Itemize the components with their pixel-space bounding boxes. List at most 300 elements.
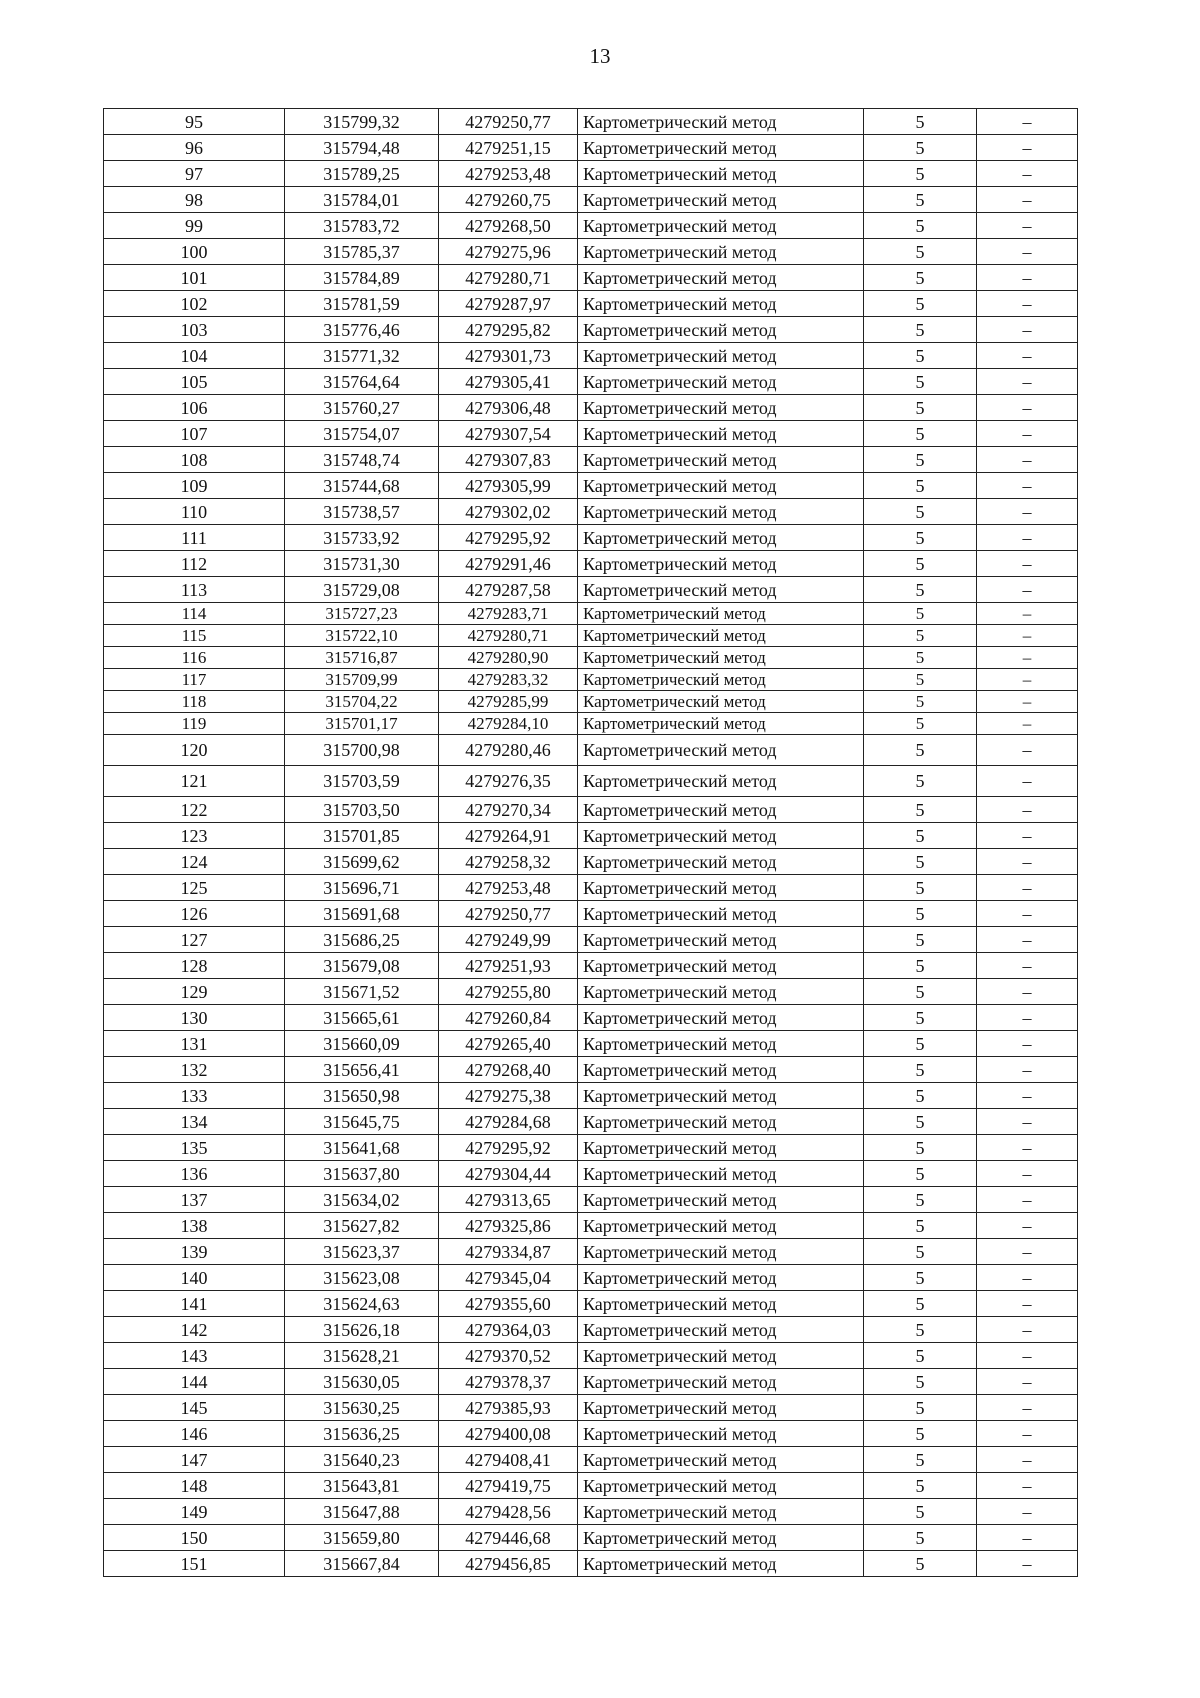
accuracy-cell: 5 bbox=[864, 109, 977, 135]
note-cell: – bbox=[977, 901, 1078, 927]
point-number-cell: 98 bbox=[104, 187, 285, 213]
x-coordinate-cell: 315660,09 bbox=[285, 1031, 439, 1057]
x-coordinate-cell: 315776,46 bbox=[285, 317, 439, 343]
y-coordinate-cell: 4279258,32 bbox=[439, 849, 578, 875]
y-coordinate-cell: 4279287,58 bbox=[439, 577, 578, 603]
y-coordinate-cell: 4279305,41 bbox=[439, 369, 578, 395]
point-number-cell: 134 bbox=[104, 1109, 285, 1135]
point-number-cell: 148 bbox=[104, 1473, 285, 1499]
table-row bbox=[104, 1525, 1078, 1551]
note-cell: – bbox=[977, 1447, 1078, 1473]
x-coordinate-cell: 315659,80 bbox=[285, 1525, 439, 1551]
x-coordinate-cell: 315784,01 bbox=[285, 187, 439, 213]
table-row bbox=[104, 875, 1078, 901]
y-coordinate-cell: 4279253,48 bbox=[439, 161, 578, 187]
method-cell: Картометрический метод bbox=[578, 1083, 864, 1109]
note-cell: – bbox=[977, 187, 1078, 213]
x-coordinate-cell: 315627,82 bbox=[285, 1213, 439, 1239]
y-coordinate-cell: 4279284,10 bbox=[439, 713, 578, 735]
table-row bbox=[104, 499, 1078, 525]
point-number-cell: 116 bbox=[104, 647, 285, 669]
accuracy-cell: 5 bbox=[864, 1291, 977, 1317]
table-row bbox=[104, 369, 1078, 395]
x-coordinate-cell: 315665,61 bbox=[285, 1005, 439, 1031]
point-number-cell: 121 bbox=[104, 766, 285, 797]
x-coordinate-cell: 315733,92 bbox=[285, 525, 439, 551]
table-row bbox=[104, 797, 1078, 823]
y-coordinate-cell: 4279313,65 bbox=[439, 1187, 578, 1213]
point-number-cell: 105 bbox=[104, 369, 285, 395]
y-coordinate-cell: 4279364,03 bbox=[439, 1317, 578, 1343]
y-coordinate-cell: 4279280,71 bbox=[439, 625, 578, 647]
note-cell: – bbox=[977, 1005, 1078, 1031]
method-cell: Картометрический метод bbox=[578, 1499, 864, 1525]
point-number-cell: 117 bbox=[104, 669, 285, 691]
note-cell: – bbox=[977, 265, 1078, 291]
y-coordinate-cell: 4279270,34 bbox=[439, 797, 578, 823]
table-row bbox=[104, 343, 1078, 369]
point-number-cell: 137 bbox=[104, 1187, 285, 1213]
note-cell: – bbox=[977, 1499, 1078, 1525]
point-number-cell: 103 bbox=[104, 317, 285, 343]
table-row bbox=[104, 265, 1078, 291]
y-coordinate-cell: 4279265,40 bbox=[439, 1031, 578, 1057]
table-row bbox=[104, 669, 1078, 691]
point-number-cell: 115 bbox=[104, 625, 285, 647]
accuracy-cell: 5 bbox=[864, 343, 977, 369]
table-row bbox=[104, 1499, 1078, 1525]
accuracy-cell: 5 bbox=[864, 525, 977, 551]
x-coordinate-cell: 315623,08 bbox=[285, 1265, 439, 1291]
point-number-cell: 144 bbox=[104, 1369, 285, 1395]
y-coordinate-cell: 4279400,08 bbox=[439, 1421, 578, 1447]
table-row bbox=[104, 1421, 1078, 1447]
y-coordinate-cell: 4279408,41 bbox=[439, 1447, 578, 1473]
x-coordinate-cell: 315729,08 bbox=[285, 577, 439, 603]
method-cell: Картометрический метод bbox=[578, 849, 864, 875]
point-number-cell: 143 bbox=[104, 1343, 285, 1369]
point-number-cell: 132 bbox=[104, 1057, 285, 1083]
accuracy-cell: 5 bbox=[864, 875, 977, 901]
table-row bbox=[104, 1265, 1078, 1291]
x-coordinate-cell: 315691,68 bbox=[285, 901, 439, 927]
note-cell: – bbox=[977, 1161, 1078, 1187]
table-row bbox=[104, 1187, 1078, 1213]
note-cell: – bbox=[977, 669, 1078, 691]
point-number-cell: 146 bbox=[104, 1421, 285, 1447]
table-row bbox=[104, 901, 1078, 927]
method-cell: Картометрический метод bbox=[578, 1473, 864, 1499]
y-coordinate-cell: 4279456,85 bbox=[439, 1551, 578, 1577]
accuracy-cell: 5 bbox=[864, 1421, 977, 1447]
y-coordinate-cell: 4279280,46 bbox=[439, 735, 578, 766]
x-coordinate-cell: 315716,87 bbox=[285, 647, 439, 669]
point-number-cell: 150 bbox=[104, 1525, 285, 1551]
method-cell: Картометрический метод bbox=[578, 766, 864, 797]
y-coordinate-cell: 4279260,75 bbox=[439, 187, 578, 213]
note-cell: – bbox=[977, 797, 1078, 823]
y-coordinate-cell: 4279304,44 bbox=[439, 1161, 578, 1187]
note-cell: – bbox=[977, 1135, 1078, 1161]
y-coordinate-cell: 4279249,99 bbox=[439, 927, 578, 953]
method-cell: Картометрический метод bbox=[578, 953, 864, 979]
x-coordinate-cell: 315628,21 bbox=[285, 1343, 439, 1369]
point-number-cell: 97 bbox=[104, 161, 285, 187]
accuracy-cell: 5 bbox=[864, 473, 977, 499]
method-cell: Картометрический метод bbox=[578, 1187, 864, 1213]
x-coordinate-cell: 315703,59 bbox=[285, 766, 439, 797]
method-cell: Картометрический метод bbox=[578, 875, 864, 901]
note-cell: – bbox=[977, 691, 1078, 713]
table-row bbox=[104, 1213, 1078, 1239]
note-cell: – bbox=[977, 447, 1078, 473]
table-row bbox=[104, 766, 1078, 797]
note-cell: – bbox=[977, 1421, 1078, 1447]
x-coordinate-cell: 315696,71 bbox=[285, 875, 439, 901]
accuracy-cell: 5 bbox=[864, 161, 977, 187]
note-cell: – bbox=[977, 1239, 1078, 1265]
accuracy-cell: 5 bbox=[864, 713, 977, 735]
accuracy-cell: 5 bbox=[864, 1109, 977, 1135]
note-cell: – bbox=[977, 735, 1078, 766]
note-cell: – bbox=[977, 317, 1078, 343]
x-coordinate-cell: 315637,80 bbox=[285, 1161, 439, 1187]
y-coordinate-cell: 4279251,15 bbox=[439, 135, 578, 161]
y-coordinate-cell: 4279251,93 bbox=[439, 953, 578, 979]
accuracy-cell: 5 bbox=[864, 291, 977, 317]
accuracy-cell: 5 bbox=[864, 823, 977, 849]
table-row bbox=[104, 109, 1078, 135]
table-row bbox=[104, 1135, 1078, 1161]
method-cell: Картометрический метод bbox=[578, 1031, 864, 1057]
accuracy-cell: 5 bbox=[864, 577, 977, 603]
y-coordinate-cell: 4279305,99 bbox=[439, 473, 578, 499]
table-row bbox=[104, 1109, 1078, 1135]
point-number-cell: 142 bbox=[104, 1317, 285, 1343]
point-number-cell: 110 bbox=[104, 499, 285, 525]
method-cell: Картометрический метод bbox=[578, 265, 864, 291]
accuracy-cell: 5 bbox=[864, 499, 977, 525]
point-number-cell: 99 bbox=[104, 213, 285, 239]
point-number-cell: 109 bbox=[104, 473, 285, 499]
y-coordinate-cell: 4279250,77 bbox=[439, 901, 578, 927]
note-cell: – bbox=[977, 823, 1078, 849]
table-row bbox=[104, 213, 1078, 239]
method-cell: Картометрический метод bbox=[578, 317, 864, 343]
x-coordinate-cell: 315722,10 bbox=[285, 625, 439, 647]
method-cell: Картометрический метод bbox=[578, 577, 864, 603]
table-row bbox=[104, 395, 1078, 421]
x-coordinate-cell: 315643,81 bbox=[285, 1473, 439, 1499]
accuracy-cell: 5 bbox=[864, 1265, 977, 1291]
point-number-cell: 101 bbox=[104, 265, 285, 291]
table-row bbox=[104, 1317, 1078, 1343]
accuracy-cell: 5 bbox=[864, 1473, 977, 1499]
accuracy-cell: 5 bbox=[864, 735, 977, 766]
accuracy-cell: 5 bbox=[864, 927, 977, 953]
x-coordinate-cell: 315641,68 bbox=[285, 1135, 439, 1161]
method-cell: Картометрический метод bbox=[578, 447, 864, 473]
y-coordinate-cell: 4279291,46 bbox=[439, 551, 578, 577]
accuracy-cell: 5 bbox=[864, 1551, 977, 1577]
table-row bbox=[104, 187, 1078, 213]
point-number-cell: 104 bbox=[104, 343, 285, 369]
table-row bbox=[104, 317, 1078, 343]
method-cell: Картометрический метод bbox=[578, 691, 864, 713]
table-row bbox=[104, 1005, 1078, 1031]
method-cell: Картометрический метод bbox=[578, 797, 864, 823]
table-row bbox=[104, 979, 1078, 1005]
note-cell: – bbox=[977, 577, 1078, 603]
point-number-cell: 114 bbox=[104, 603, 285, 625]
method-cell: Картометрический метод bbox=[578, 823, 864, 849]
y-coordinate-cell: 4279334,87 bbox=[439, 1239, 578, 1265]
note-cell: – bbox=[977, 1109, 1078, 1135]
table-row bbox=[104, 447, 1078, 473]
y-coordinate-cell: 4279250,77 bbox=[439, 109, 578, 135]
method-cell: Картометрический метод bbox=[578, 1161, 864, 1187]
table-row bbox=[104, 551, 1078, 577]
y-coordinate-cell: 4279325,86 bbox=[439, 1213, 578, 1239]
method-cell: Картометрический метод bbox=[578, 1369, 864, 1395]
x-coordinate-cell: 315738,57 bbox=[285, 499, 439, 525]
point-number-cell: 112 bbox=[104, 551, 285, 577]
method-cell: Картометрический метод bbox=[578, 1213, 864, 1239]
accuracy-cell: 5 bbox=[864, 1525, 977, 1551]
method-cell: Картометрический метод bbox=[578, 1057, 864, 1083]
x-coordinate-cell: 315703,50 bbox=[285, 797, 439, 823]
y-coordinate-cell: 4279306,48 bbox=[439, 395, 578, 421]
x-coordinate-cell: 315630,05 bbox=[285, 1369, 439, 1395]
accuracy-cell: 5 bbox=[864, 1213, 977, 1239]
note-cell: – bbox=[977, 1473, 1078, 1499]
method-cell: Картометрический метод bbox=[578, 499, 864, 525]
table-row bbox=[104, 823, 1078, 849]
accuracy-cell: 5 bbox=[864, 797, 977, 823]
table-row bbox=[104, 473, 1078, 499]
note-cell: – bbox=[977, 421, 1078, 447]
note-cell: – bbox=[977, 1187, 1078, 1213]
y-coordinate-cell: 4279345,04 bbox=[439, 1265, 578, 1291]
note-cell: – bbox=[977, 1031, 1078, 1057]
point-number-cell: 147 bbox=[104, 1447, 285, 1473]
point-number-cell: 145 bbox=[104, 1395, 285, 1421]
point-number-cell: 102 bbox=[104, 291, 285, 317]
x-coordinate-cell: 315754,07 bbox=[285, 421, 439, 447]
accuracy-cell: 5 bbox=[864, 1005, 977, 1031]
point-number-cell: 96 bbox=[104, 135, 285, 161]
method-cell: Картометрический метод bbox=[578, 1265, 864, 1291]
x-coordinate-cell: 315760,27 bbox=[285, 395, 439, 421]
method-cell: Картометрический метод bbox=[578, 1343, 864, 1369]
x-coordinate-cell: 315764,64 bbox=[285, 369, 439, 395]
y-coordinate-cell: 4279275,96 bbox=[439, 239, 578, 265]
y-coordinate-cell: 4279280,90 bbox=[439, 647, 578, 669]
accuracy-cell: 5 bbox=[864, 135, 977, 161]
table-row bbox=[104, 1369, 1078, 1395]
method-cell: Картометрический метод bbox=[578, 473, 864, 499]
table-row bbox=[104, 953, 1078, 979]
point-number-cell: 127 bbox=[104, 927, 285, 953]
x-coordinate-cell: 315784,89 bbox=[285, 265, 439, 291]
table-row bbox=[104, 691, 1078, 713]
accuracy-cell: 5 bbox=[864, 395, 977, 421]
y-coordinate-cell: 4279295,92 bbox=[439, 1135, 578, 1161]
method-cell: Картометрический метод bbox=[578, 525, 864, 551]
method-cell: Картометрический метод bbox=[578, 625, 864, 647]
y-coordinate-cell: 4279419,75 bbox=[439, 1473, 578, 1499]
table-row bbox=[104, 161, 1078, 187]
note-cell: – bbox=[977, 1057, 1078, 1083]
note-cell: – bbox=[977, 525, 1078, 551]
method-cell: Картометрический метод bbox=[578, 213, 864, 239]
y-coordinate-cell: 4279275,38 bbox=[439, 1083, 578, 1109]
x-coordinate-cell: 315650,98 bbox=[285, 1083, 439, 1109]
accuracy-cell: 5 bbox=[864, 213, 977, 239]
y-coordinate-cell: 4279283,32 bbox=[439, 669, 578, 691]
note-cell: – bbox=[977, 1083, 1078, 1109]
accuracy-cell: 5 bbox=[864, 421, 977, 447]
accuracy-cell: 5 bbox=[864, 1447, 977, 1473]
table-row bbox=[104, 1057, 1078, 1083]
method-cell: Картометрический метод bbox=[578, 135, 864, 161]
accuracy-cell: 5 bbox=[864, 1161, 977, 1187]
point-number-cell: 135 bbox=[104, 1135, 285, 1161]
note-cell: – bbox=[977, 603, 1078, 625]
accuracy-cell: 5 bbox=[864, 1135, 977, 1161]
point-number-cell: 123 bbox=[104, 823, 285, 849]
method-cell: Картометрический метод bbox=[578, 647, 864, 669]
note-cell: – bbox=[977, 927, 1078, 953]
note-cell: – bbox=[977, 1213, 1078, 1239]
table-row bbox=[104, 1395, 1078, 1421]
x-coordinate-cell: 315701,85 bbox=[285, 823, 439, 849]
table-row bbox=[104, 1551, 1078, 1577]
accuracy-cell: 5 bbox=[864, 691, 977, 713]
accuracy-cell: 5 bbox=[864, 953, 977, 979]
note-cell: – bbox=[977, 291, 1078, 317]
x-coordinate-cell: 315731,30 bbox=[285, 551, 439, 577]
y-coordinate-cell: 4279268,50 bbox=[439, 213, 578, 239]
point-number-cell: 108 bbox=[104, 447, 285, 473]
accuracy-cell: 5 bbox=[864, 849, 977, 875]
x-coordinate-cell: 315634,02 bbox=[285, 1187, 439, 1213]
x-coordinate-cell: 315636,25 bbox=[285, 1421, 439, 1447]
point-number-cell: 140 bbox=[104, 1265, 285, 1291]
y-coordinate-cell: 4279446,68 bbox=[439, 1525, 578, 1551]
x-coordinate-cell: 315626,18 bbox=[285, 1317, 439, 1343]
method-cell: Картометрический метод bbox=[578, 369, 864, 395]
point-number-cell: 100 bbox=[104, 239, 285, 265]
x-coordinate-cell: 315799,32 bbox=[285, 109, 439, 135]
page-number: 13 bbox=[589, 44, 611, 68]
table-row bbox=[104, 713, 1078, 735]
note-cell: – bbox=[977, 369, 1078, 395]
note-cell: – bbox=[977, 213, 1078, 239]
method-cell: Картометрический метод bbox=[578, 1447, 864, 1473]
note-cell: – bbox=[977, 1265, 1078, 1291]
point-number-cell: 124 bbox=[104, 849, 285, 875]
point-number-cell: 119 bbox=[104, 713, 285, 735]
point-number-cell: 122 bbox=[104, 797, 285, 823]
x-coordinate-cell: 315700,98 bbox=[285, 735, 439, 766]
x-coordinate-cell: 315645,75 bbox=[285, 1109, 439, 1135]
table-row bbox=[104, 1083, 1078, 1109]
y-coordinate-cell: 4279385,93 bbox=[439, 1395, 578, 1421]
x-coordinate-cell: 315656,41 bbox=[285, 1057, 439, 1083]
y-coordinate-cell: 4279378,37 bbox=[439, 1369, 578, 1395]
y-coordinate-cell: 4279264,91 bbox=[439, 823, 578, 849]
point-number-cell: 128 bbox=[104, 953, 285, 979]
method-cell: Картометрический метод bbox=[578, 187, 864, 213]
table-row bbox=[104, 135, 1078, 161]
accuracy-cell: 5 bbox=[864, 1317, 977, 1343]
note-cell: – bbox=[977, 1395, 1078, 1421]
y-coordinate-cell: 4279302,02 bbox=[439, 499, 578, 525]
note-cell: – bbox=[977, 713, 1078, 735]
note-cell: – bbox=[977, 1369, 1078, 1395]
y-coordinate-cell: 4279268,40 bbox=[439, 1057, 578, 1083]
method-cell: Картометрический метод bbox=[578, 603, 864, 625]
x-coordinate-cell: 315667,84 bbox=[285, 1551, 439, 1577]
method-cell: Картометрический метод bbox=[578, 1395, 864, 1421]
y-coordinate-cell: 4279355,60 bbox=[439, 1291, 578, 1317]
note-cell: – bbox=[977, 1525, 1078, 1551]
table-row bbox=[104, 647, 1078, 669]
note-cell: – bbox=[977, 1317, 1078, 1343]
x-coordinate-cell: 315679,08 bbox=[285, 953, 439, 979]
point-number-cell: 141 bbox=[104, 1291, 285, 1317]
point-number-cell: 125 bbox=[104, 875, 285, 901]
table-row bbox=[104, 1291, 1078, 1317]
table-row bbox=[104, 577, 1078, 603]
y-coordinate-cell: 4279301,73 bbox=[439, 343, 578, 369]
method-cell: Картометрический метод bbox=[578, 1135, 864, 1161]
table-row bbox=[104, 1343, 1078, 1369]
y-coordinate-cell: 4279260,84 bbox=[439, 1005, 578, 1031]
method-cell: Картометрический метод bbox=[578, 551, 864, 577]
point-number-cell: 138 bbox=[104, 1213, 285, 1239]
y-coordinate-cell: 4279370,52 bbox=[439, 1343, 578, 1369]
x-coordinate-cell: 315624,63 bbox=[285, 1291, 439, 1317]
note-cell: – bbox=[977, 109, 1078, 135]
table-row bbox=[104, 1473, 1078, 1499]
note-cell: – bbox=[977, 135, 1078, 161]
table-row bbox=[104, 1447, 1078, 1473]
accuracy-cell: 5 bbox=[864, 979, 977, 1005]
method-cell: Картометрический метод bbox=[578, 109, 864, 135]
note-cell: – bbox=[977, 499, 1078, 525]
method-cell: Картометрический метод bbox=[578, 735, 864, 766]
method-cell: Картометрический метод bbox=[578, 979, 864, 1005]
method-cell: Картометрический метод bbox=[578, 239, 864, 265]
point-number-cell: 106 bbox=[104, 395, 285, 421]
method-cell: Картометрический метод bbox=[578, 395, 864, 421]
method-cell: Картометрический метод bbox=[578, 1317, 864, 1343]
x-coordinate-cell: 315771,32 bbox=[285, 343, 439, 369]
method-cell: Картометрический метод bbox=[578, 669, 864, 691]
accuracy-cell: 5 bbox=[864, 669, 977, 691]
x-coordinate-cell: 315701,17 bbox=[285, 713, 439, 735]
x-coordinate-cell: 315794,48 bbox=[285, 135, 439, 161]
x-coordinate-cell: 315785,37 bbox=[285, 239, 439, 265]
accuracy-cell: 5 bbox=[864, 1187, 977, 1213]
note-cell: – bbox=[977, 395, 1078, 421]
y-coordinate-cell: 4279253,48 bbox=[439, 875, 578, 901]
accuracy-cell: 5 bbox=[864, 1395, 977, 1421]
accuracy-cell: 5 bbox=[864, 1343, 977, 1369]
point-number-cell: 126 bbox=[104, 901, 285, 927]
